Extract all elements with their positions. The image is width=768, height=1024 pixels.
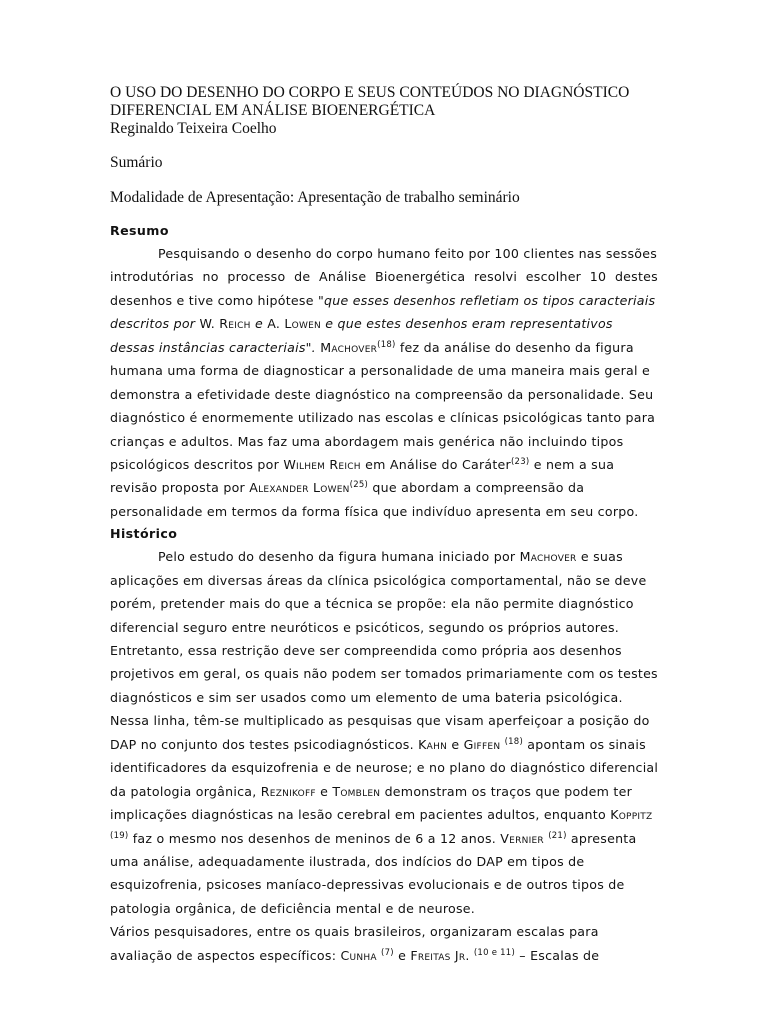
text-line: Nessa linha, têm-se multiplicado as pesquisas que visam aperfeiçoar a posição do xyxy=(110,713,650,729)
text-line: Pesquisando o desenho do corpo humano feito por 100 clientes nas sessões xyxy=(158,246,658,261)
text-line: introdutórias no processo de Análise Bioenergética resolvi escolher 10 destes xyxy=(110,269,658,285)
text-line: humana uma forma de diagnosticar a personalidade de uma maneira mais geral e xyxy=(110,363,650,379)
text-line: personalidade em termos da forma física que indivíduo apresenta em seu corpo. xyxy=(110,503,639,519)
text-line: demonstra a efetividade deste diagnóstico na compreensão da personalidade. Seu xyxy=(110,386,654,402)
text-line: DAP no conjunto dos testes psicodiagnósticos. Kahn e Giffen $^{(18)}$ apontam os sinais xyxy=(110,736,646,752)
text-line: descritos por W. Reich e A. Lowen e que estes desenhos eram representativos xyxy=(110,316,613,332)
document-header xyxy=(110,84,658,138)
section-heading-resumo: Resumo xyxy=(110,223,169,238)
modalidade-line: Modalidade de Apresentação: Apresentação de trabalho seminário xyxy=(110,189,520,206)
text-line: diferencial seguro entre neuróticos e psicóticos, segundo os próprios autores. xyxy=(110,619,620,635)
text-line: aplicações em diversas áreas da clínica psicológica comportamental, não se deve xyxy=(110,572,647,588)
document-page xyxy=(110,84,658,967)
text-line: $^{(19)}$ faz o mesmo nos desenhos de meninos de 6 a 12 anos. Vernier $^{(21)}$ apresenta xyxy=(110,830,637,846)
text-line: da patologia orgânica, Reznikoff e Tomblen demonstram os traços que podem ter xyxy=(110,783,633,799)
text-line: diagnósticos e sim ser usados como um elemento de uma bateria psicológica. xyxy=(110,689,623,705)
text-line: revisão proposta por Alexander Lowen$^{(25)}$ que abordam a compreensão da xyxy=(110,480,585,496)
text-line: crianças e adultos. Mas faz uma abordagem mais genérica não incluindo tipos xyxy=(110,433,624,449)
text-line: Vários pesquisadores, entre os quais brasileiros, organizaram escalas para xyxy=(110,924,599,940)
resumo-paragraph xyxy=(110,242,658,523)
text-line: esquizofrenia, psicoses maníaco-depressivas evolucionais e de outros tipos de xyxy=(110,877,625,893)
text-line: projetivos em geral, os quais não podem ser tomados primariamente com os testes xyxy=(110,666,658,682)
text-line: implicações diagnósticas na lesão cerebral em pacientes adultos, enquanto Koppitz xyxy=(110,807,653,823)
section-heading-historico: Histórico xyxy=(110,526,178,542)
text-line: patologia orgânica, de deficiência mental e de neurose. xyxy=(110,900,476,916)
text-line: desenhos e tive como hipótese "que esses desenhos refletiam os tipos caracteriais xyxy=(110,292,656,308)
historico-paragraph xyxy=(110,545,658,967)
sumario-label: Sumário xyxy=(110,154,163,171)
text-line: uma análise, adequadamente ilustrada, dos indícios do DAP em tipos de xyxy=(110,853,585,869)
text-line: avaliação de aspectos específicos: Cunha $^{(7)}$ e Freitas Jr. $^{(10 e 11)}$ – Escalas de xyxy=(110,947,600,963)
text-line: identificadores da esquizofrenia e de neurose; e no plano do diagnóstico diferencial xyxy=(110,760,659,776)
author-name: Reginaldo Teixeira Coelho xyxy=(110,120,277,137)
text-line: Pelo estudo do desenho da figura humana iniciado por Machover e suas xyxy=(158,549,623,565)
title-line: DIFERENCIAL EM ANÁLISE BIOENERGÉTICA xyxy=(110,102,436,119)
text-line: porém, pretender mais do que a técnica se propõe: ela não permite diagnóstico xyxy=(110,596,634,612)
text-line: Entretanto, essa restrição deve ser compreendida como própria aos desenhos xyxy=(110,643,622,658)
title-line: O USO DO DESENHO DO CORPO E SEUS CONTEÚDOS NO DIAGNÓSTICO xyxy=(110,84,630,101)
text-line: diagnóstico é enormemente utilizado nas escolas e clínicas psicológicas tanto para xyxy=(110,410,656,426)
text-line: dessas instâncias caracteriais". Machover$^{(18)}$ fez da análise do desenho da figura xyxy=(110,339,634,355)
text-line: psicológicos descritos por Wilhem Reich em Análise do Caráter$^{(23)}$ e nem a sua xyxy=(110,456,615,472)
